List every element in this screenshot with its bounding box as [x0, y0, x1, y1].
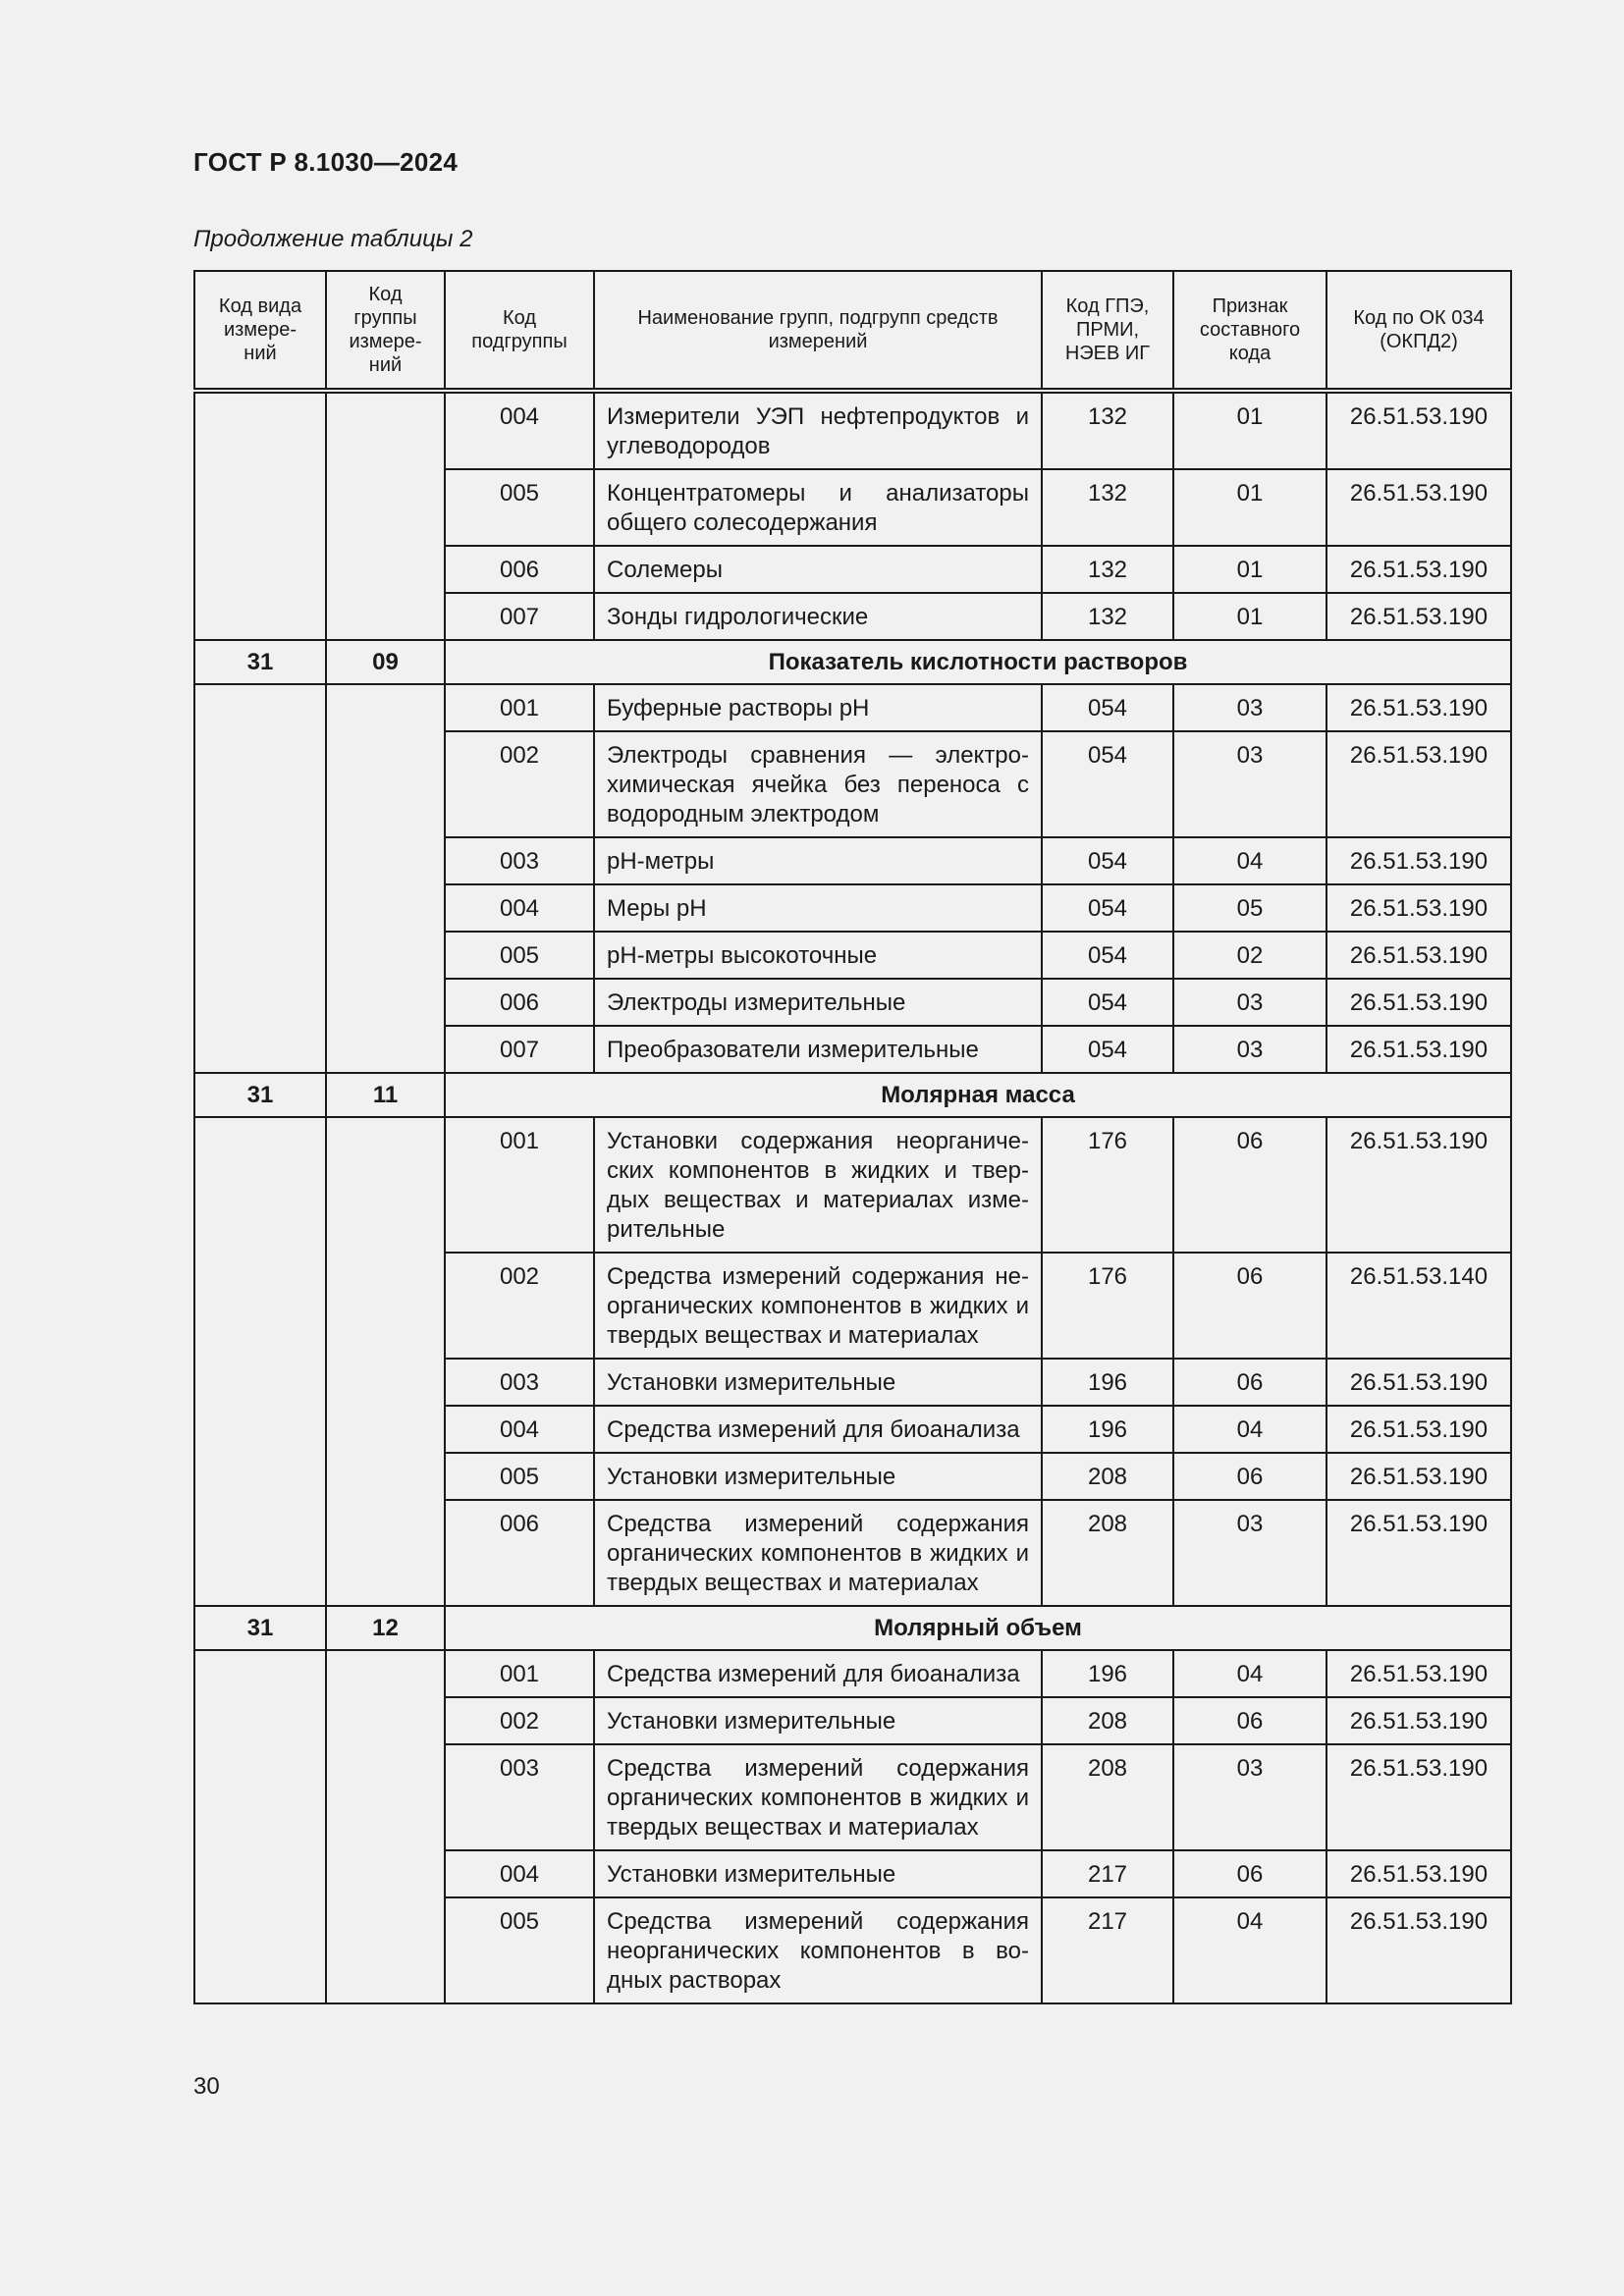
composite-sign: 03 [1173, 1500, 1326, 1606]
subgroup-code: 002 [445, 1253, 594, 1359]
group-code-cell [326, 684, 445, 1073]
section-title: Молярный объем [445, 1606, 1511, 1650]
section-row [194, 1073, 1511, 1117]
gpe-code: 054 [1042, 731, 1173, 837]
group-name: Средства измерений для биоанализа [594, 1406, 1042, 1453]
section-title: Молярная масса [445, 1073, 1511, 1117]
composite-sign: 01 [1173, 469, 1326, 546]
okpd2-code: 26.51.53.190 [1326, 979, 1511, 1026]
subgroup-code: 005 [445, 469, 594, 546]
group-name: Средства измерений содержания неорганических компонентов в во-дных растворах [594, 1897, 1042, 2003]
group-name: Установки измерительные [594, 1359, 1042, 1406]
group-name: Средства измерений содержания органических компонентов в жидких и твердых веществах и материалах [594, 1744, 1042, 1850]
subgroup-code: 002 [445, 1697, 594, 1744]
gpe-code: 176 [1042, 1117, 1173, 1253]
gpe-code: 132 [1042, 593, 1173, 640]
kind-code-cell [194, 1650, 326, 2003]
header-measurement-kind-code: Код вида измере- ний [194, 271, 326, 391]
gpe-code: 132 [1042, 546, 1173, 593]
header-composite-sign: Признак составного кода [1173, 271, 1326, 391]
classification-table [193, 270, 1512, 2004]
subgroup-code: 004 [445, 884, 594, 932]
group-name: Установки измерительные [594, 1453, 1042, 1500]
group-name: Электроды измерительные [594, 979, 1042, 1026]
group-name: Электроды сравнения — электро-химическая ячейка без переноса с водородным электродом [594, 731, 1042, 837]
okpd2-code: 26.51.53.190 [1326, 546, 1511, 593]
okpd2-code: 26.51.53.190 [1326, 1744, 1511, 1850]
composite-sign: 06 [1173, 1359, 1326, 1406]
composite-sign: 04 [1173, 1897, 1326, 2003]
okpd2-code: 26.51.53.190 [1326, 1406, 1511, 1453]
okpd2-code: 26.51.53.190 [1326, 932, 1511, 979]
composite-sign: 04 [1173, 1650, 1326, 1697]
section-group-code: 11 [326, 1073, 445, 1117]
subgroup-code: 004 [445, 1850, 594, 1897]
gpe-code: 196 [1042, 1406, 1173, 1453]
composite-sign: 01 [1173, 546, 1326, 593]
composite-sign: 06 [1173, 1253, 1326, 1359]
okpd2-code: 26.51.53.190 [1326, 1500, 1511, 1606]
subgroup-code: 001 [445, 1117, 594, 1253]
gpe-code: 054 [1042, 884, 1173, 932]
gpe-code: 054 [1042, 1026, 1173, 1073]
kind-code-cell [194, 391, 326, 640]
composite-sign: 03 [1173, 1744, 1326, 1850]
gpe-code: 208 [1042, 1697, 1173, 1744]
group-name: Буферные растворы рН [594, 684, 1042, 731]
okpd2-code: 26.51.53.190 [1326, 1453, 1511, 1500]
group-name: Солемеры [594, 546, 1042, 593]
header-measurement-group-code: Код группы измере- ний [326, 271, 445, 391]
kind-code-cell [194, 1117, 326, 1606]
gpe-code: 196 [1042, 1650, 1173, 1697]
okpd2-code: 26.51.53.190 [1326, 391, 1511, 469]
section-group-code: 09 [326, 640, 445, 684]
group-name: Установки измерительные [594, 1850, 1042, 1897]
group-name: Средства измерений для биоанализа [594, 1650, 1042, 1697]
okpd2-code: 26.51.53.190 [1326, 1850, 1511, 1897]
table-row [194, 1650, 1511, 1697]
group-name: Меры рН [594, 884, 1042, 932]
kind-code-cell [194, 684, 326, 1073]
okpd2-code: 26.51.53.190 [1326, 469, 1511, 546]
composite-sign: 04 [1173, 837, 1326, 884]
section-kind-code: 31 [194, 1073, 326, 1117]
subgroup-code: 005 [445, 932, 594, 979]
document-title: ГОСТ Р 8.1030—2024 [193, 147, 459, 177]
composite-sign: 03 [1173, 731, 1326, 837]
subgroup-code: 004 [445, 391, 594, 469]
group-name: Средства измерений содержания не-органических компонентов в жидких и твердых веществах и материалах [594, 1253, 1042, 1359]
okpd2-code: 26.51.53.190 [1326, 1117, 1511, 1253]
composite-sign: 03 [1173, 979, 1326, 1026]
okpd2-code: 26.51.53.190 [1326, 684, 1511, 731]
section-row [194, 640, 1511, 684]
subgroup-code: 003 [445, 1359, 594, 1406]
subgroup-code: 003 [445, 1744, 594, 1850]
composite-sign: 06 [1173, 1453, 1326, 1500]
okpd2-code: 26.51.53.190 [1326, 593, 1511, 640]
gpe-code: 208 [1042, 1744, 1173, 1850]
group-name: Установки измерительные [594, 1697, 1042, 1744]
gpe-code: 054 [1042, 932, 1173, 979]
section-kind-code: 31 [194, 640, 326, 684]
section-row [194, 1606, 1511, 1650]
section-group-code: 12 [326, 1606, 445, 1650]
group-name: Концентратомеры и анализаторы общего солесодержания [594, 469, 1042, 546]
gpe-code: 132 [1042, 469, 1173, 546]
group-name: рН-метры высокоточные [594, 932, 1042, 979]
group-code-cell [326, 391, 445, 640]
composite-sign: 02 [1173, 932, 1326, 979]
header-gpe-code: Код ГПЭ, ПРМИ, НЭЕВ ИГ [1042, 271, 1173, 391]
gpe-code: 217 [1042, 1850, 1173, 1897]
composite-sign: 06 [1173, 1697, 1326, 1744]
gpe-code: 132 [1042, 391, 1173, 469]
okpd2-code: 26.51.53.190 [1326, 884, 1511, 932]
composite-sign: 01 [1173, 593, 1326, 640]
group-name: Зонды гидрологические [594, 593, 1042, 640]
gpe-code: 196 [1042, 1359, 1173, 1406]
header-okpd2-code: Код по ОК 034 (ОКПД2) [1326, 271, 1511, 391]
composite-sign: 03 [1173, 684, 1326, 731]
composite-sign: 05 [1173, 884, 1326, 932]
section-kind-code: 31 [194, 1606, 326, 1650]
composite-sign: 06 [1173, 1850, 1326, 1897]
subgroup-code: 006 [445, 546, 594, 593]
group-name: рН-метры [594, 837, 1042, 884]
okpd2-code: 26.51.53.190 [1326, 1650, 1511, 1697]
gpe-code: 054 [1042, 837, 1173, 884]
subgroup-code: 006 [445, 1500, 594, 1606]
table-row [194, 391, 1511, 469]
group-name: Средства измерений содержания органических компонентов в жидких и твердых веществах и материалах [594, 1500, 1042, 1606]
okpd2-code: 26.51.53.190 [1326, 1026, 1511, 1073]
table-continuation-caption: Продолжение таблицы 2 [193, 226, 473, 252]
okpd2-code: 26.51.53.190 [1326, 1359, 1511, 1406]
group-code-cell [326, 1117, 445, 1606]
header-subgroup-code: Код подгруппы [445, 271, 594, 391]
gpe-code: 054 [1042, 979, 1173, 1026]
okpd2-code: 26.51.53.140 [1326, 1253, 1511, 1359]
page-number: 30 [193, 2073, 220, 2100]
subgroup-code: 001 [445, 1650, 594, 1697]
okpd2-code: 26.51.53.190 [1326, 837, 1511, 884]
composite-sign: 06 [1173, 1117, 1326, 1253]
table-row [194, 684, 1511, 731]
gpe-code: 176 [1042, 1253, 1173, 1359]
group-name: Преобразователи измерительные [594, 1026, 1042, 1073]
group-name: Измерители УЭП нефтепродуктов и углеводородов [594, 391, 1042, 469]
okpd2-code: 26.51.53.190 [1326, 1697, 1511, 1744]
gpe-code: 208 [1042, 1453, 1173, 1500]
gpe-code: 208 [1042, 1500, 1173, 1606]
subgroup-code: 006 [445, 979, 594, 1026]
subgroup-code: 002 [445, 731, 594, 837]
section-title: Показатель кислотности растворов [445, 640, 1511, 684]
okpd2-code: 26.51.53.190 [1326, 1897, 1511, 2003]
composite-sign: 01 [1173, 391, 1326, 469]
subgroup-code: 005 [445, 1897, 594, 2003]
okpd2-code: 26.51.53.190 [1326, 731, 1511, 837]
gpe-code: 217 [1042, 1897, 1173, 2003]
gpe-code: 054 [1042, 684, 1173, 731]
subgroup-code: 004 [445, 1406, 594, 1453]
table-header-row [194, 271, 1511, 391]
header-group-name: Наименование групп, подгрупп средств измерений [594, 271, 1042, 391]
group-code-cell [326, 1650, 445, 2003]
group-name: Установки содержания неорганиче-ских компонентов в жидких и твер-дых веществах и материалах изме-рительные [594, 1117, 1042, 1253]
subgroup-code: 007 [445, 1026, 594, 1073]
subgroup-code: 007 [445, 593, 594, 640]
composite-sign: 04 [1173, 1406, 1326, 1453]
subgroup-code: 003 [445, 837, 594, 884]
subgroup-code: 005 [445, 1453, 594, 1500]
subgroup-code: 001 [445, 684, 594, 731]
table-row [194, 1117, 1511, 1253]
composite-sign: 03 [1173, 1026, 1326, 1073]
